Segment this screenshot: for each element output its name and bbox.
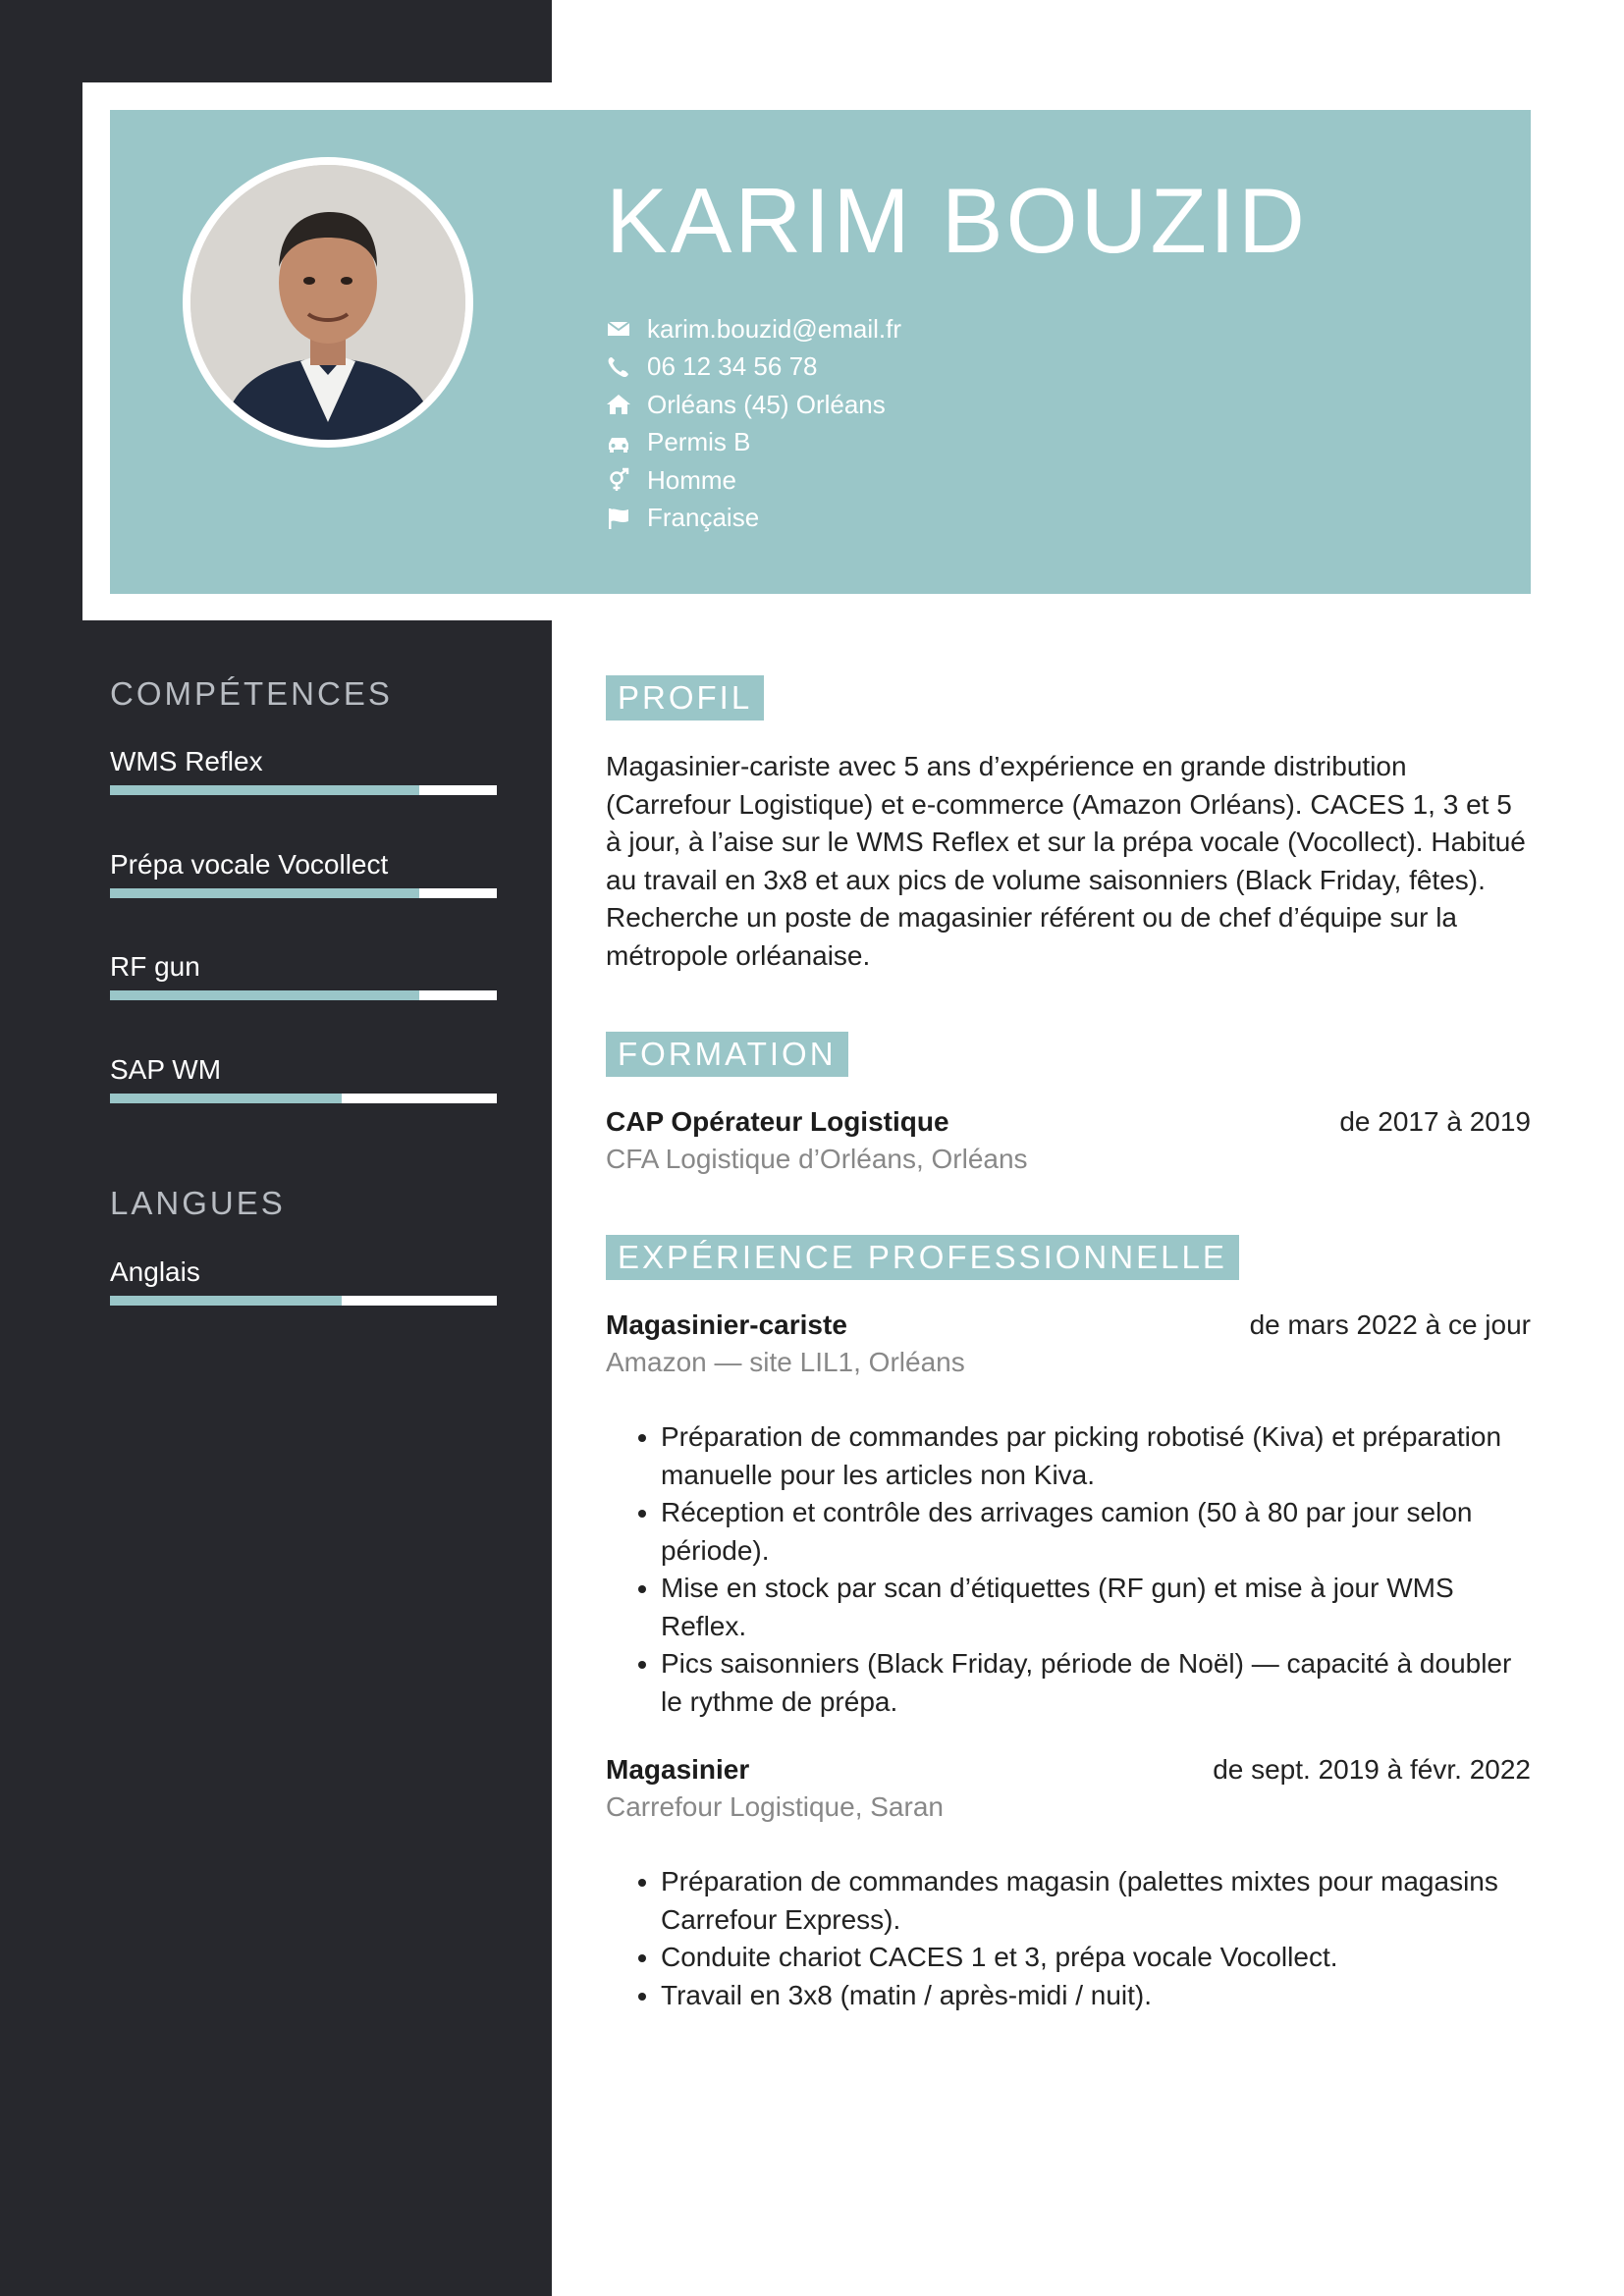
skill-name: SAP WM [110, 1054, 222, 1085]
formation-date: de 2017 à 2019 [1339, 1106, 1531, 1137]
candidate-name: KARIM BOUZID [606, 169, 1308, 272]
profile-photo [183, 157, 473, 448]
skill-name: RF gun [110, 951, 200, 982]
skill-level-bar [110, 785, 497, 795]
skill-name: WMS Reflex [110, 746, 263, 776]
home-icon [606, 392, 631, 417]
skill-level-fill [110, 990, 419, 1000]
contact-list [606, 310, 901, 537]
experience-entry [606, 1751, 1531, 2014]
skill-item [110, 953, 497, 981]
formation-section-title: FORMATION [606, 1032, 848, 1077]
skill-item [110, 1056, 497, 1084]
flag-icon [606, 506, 631, 531]
envelope-icon [606, 316, 631, 342]
skill-level-bar [110, 990, 497, 1000]
car-icon [606, 430, 631, 455]
list-item: • Mise en stock par scan d’étiquettes (RF gun) et mise à jour WMS Reflex. [661, 1570, 1531, 1645]
list-item: • Préparation de commandes par picking robotisé (Kiva) et préparation manuelle pour les articles non Kiva. [661, 1418, 1531, 1494]
contact-gender [606, 461, 901, 500]
formation-title: CAP Opérateur Logistique [606, 1106, 949, 1137]
list-item: • Réception et contrôle des arrivages camion (50 à 80 par jour selon période). [661, 1494, 1531, 1570]
phone-icon [606, 354, 631, 380]
job-date: de mars 2022 à ce jour [1249, 1309, 1531, 1340]
avatar [190, 165, 465, 440]
list-item: • Préparation de commandes magasin (palettes mixtes pour magasins Carrefour Express). [661, 1863, 1531, 1939]
job-tasks [606, 1418, 1531, 1721]
language-level-bar [110, 1296, 497, 1306]
skill-level-fill [110, 1094, 342, 1103]
contact-address [606, 386, 901, 424]
job-date: de sept. 2019 à févr. 2022 [1213, 1754, 1531, 1785]
job-employer: Carrefour Logistique, Saran [606, 1791, 944, 1822]
avatar-portrait-icon [190, 165, 465, 440]
contact-address-text: Orléans (45) Orléans [647, 389, 886, 419]
languages-title: LANGUES [110, 1185, 286, 1221]
skill-level-fill [110, 888, 419, 898]
formation-place: CFA Logistique d’Orléans, Orléans [606, 1144, 1028, 1174]
skills-title: COMPÉTENCES [110, 675, 393, 712]
skill-level-bar [110, 1094, 497, 1103]
skill-item [110, 748, 497, 775]
language-item [110, 1258, 497, 1286]
gender-icon [606, 467, 631, 493]
skill-name: Prépa vocale Vocollect [110, 849, 389, 880]
language-level-fill [110, 1296, 342, 1306]
contact-license-text: Permis B [647, 427, 751, 457]
list-item: • Conduite chariot CACES 1 et 3, prépa vocale Vocollect. [661, 1939, 1531, 1977]
job-title: Magasinier-cariste [606, 1309, 847, 1340]
contact-phone-text: 06 12 34 56 78 [647, 351, 818, 382]
contact-gender-text: Homme [647, 464, 737, 495]
skill-level-fill [110, 785, 419, 795]
skill-item [110, 851, 497, 879]
contact-phone[interactable] [606, 348, 901, 387]
list-item: • Travail en 3x8 (matin / après-midi / nuit). [661, 1977, 1531, 2015]
contact-email-text: karim.bouzid@email.fr [647, 313, 902, 344]
contact-nationality-text: Française [647, 503, 760, 533]
contact-license [606, 424, 901, 462]
profile-text: Magasinier-cariste avec 5 ans d’expérience en grande distribution (Carrefour Logistique) et e-commerce (Amazon Orléans). CACES 1, 3 et 5 à jour, à l’aise sur le WMS Reflex et sur la prépa vocale (Vocollect). Habitué au travail en 3x8 et aux pics de volume saisonniers (Black Friday, fêtes). Recherche un poste de magasinier référent ou de chef d’équipe sur la métropole orléanaise. [606, 751, 1526, 971]
formation-entry [606, 1103, 1531, 1178]
job-tasks [606, 1863, 1531, 2014]
job-title: Magasinier [606, 1754, 750, 1785]
experience-entry [606, 1307, 1531, 1721]
contact-nationality [606, 500, 901, 538]
experience-section-title: EXPÉRIENCE PROFESSIONNELLE [606, 1235, 1239, 1280]
list-item: • Pics saisonniers (Black Friday, période de Noël) — capacité à doubler le rythme de prépa. [661, 1645, 1531, 1721]
language-name: Anglais [110, 1256, 200, 1287]
contact-email[interactable] [606, 310, 901, 348]
job-employer: Amazon — site LIL1, Orléans [606, 1347, 965, 1377]
skill-level-bar [110, 888, 497, 898]
profile-section-title: PROFIL [606, 675, 764, 721]
